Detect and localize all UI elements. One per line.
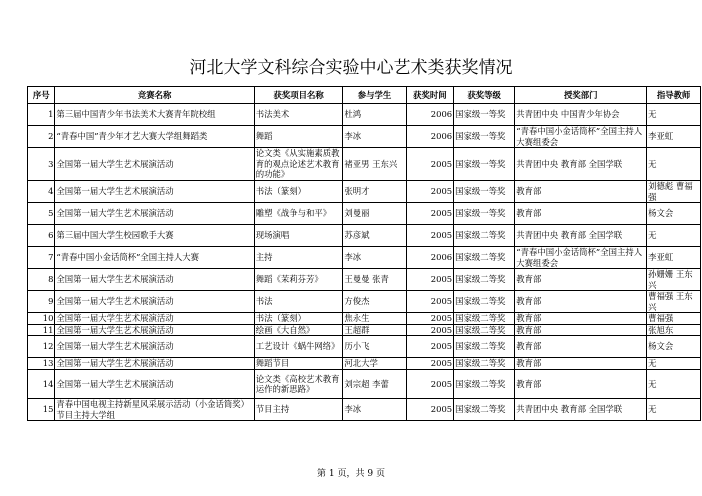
cell-level: 国家级二等奖 [454,336,515,358]
cell-teacher: 刘德彪 曹福强 [647,181,701,203]
table-row [28,148,701,181]
cell-teacher: 曹福强 王东兴 [647,291,701,313]
cell-teacher: 杨文会 [647,203,701,225]
table-row [28,313,701,325]
column-header-level: 获奖等级 [454,87,515,104]
cell-year: 2005 [406,336,453,358]
cell-teacher: 无 [647,104,701,126]
cell-teacher: 无 [647,358,701,370]
cell-students: 李冰 [343,399,406,421]
cell-students: 李冰 [343,247,406,269]
cell-project: 绘画《大自然》 [254,324,343,336]
cell-index: 2 [28,126,55,148]
cell-project: 雕塑《战争与和平》 [254,203,343,225]
cell-competition: 青春中国电视主持新星风采展示活动（小金话筒奖）节目主持大学组 [55,399,254,421]
cell-level: 国家级二等奖 [454,324,515,336]
cell-year: 2005 [406,291,453,313]
cell-level: 国家级一等奖 [454,203,515,225]
cell-year: 2005 [406,225,453,247]
cell-competition: 第三届中国青少年书法美术大赛青年院校组 [55,104,254,126]
cell-teacher: 张旭东 [647,324,701,336]
cell-project: 论文类《高校艺术教育运作的新思路》 [254,370,343,399]
cell-department: 教育部 [515,291,647,313]
column-header-teacher: 指导教师 [647,87,701,104]
table-row [28,269,701,291]
cell-index: 12 [28,336,55,358]
cell-project: 现场演唱 [254,225,343,247]
cell-competition: 第三届中国大学生校园歌手大赛 [55,225,254,247]
table-row [28,336,701,358]
cell-project: 主持 [254,247,343,269]
cell-department: 教育部 [515,336,647,358]
cell-year: 2005 [406,358,453,370]
column-header-project: 获奖项目名称 [254,87,343,104]
cell-department: “青春中国小金话筒杯”全国主持人大赛组委会 [515,247,647,269]
cell-project: 论文类《从实施素质教育的观点论述艺术教育的功能》 [254,148,343,181]
table-row [28,324,701,336]
cell-level: 国家级二等奖 [454,291,515,313]
cell-competition: 全国第一届大学生艺术展演活动 [55,336,254,358]
table-row [28,181,701,203]
cell-department: 教育部 [515,313,647,325]
cell-students: 刘曼丽 [343,203,406,225]
cell-competition: 全国第一届大学生艺术展演活动 [55,313,254,325]
cell-students: 杜鸿 [343,104,406,126]
cell-teacher: 李亚虹 [647,126,701,148]
cell-project: 书法美术 [254,104,343,126]
cell-department: “青春中国小金话筒杯”全国主持人大赛组委会 [515,126,647,148]
cell-competition: 全国第一届大学生艺术展演活动 [55,148,254,181]
cell-index: 4 [28,181,55,203]
table-row [28,358,701,370]
cell-index: 5 [28,203,55,225]
cell-index: 15 [28,399,55,421]
table-row [28,126,701,148]
cell-department: 共青团中央 教育部 全国学联 [515,399,647,421]
cell-department: 教育部 [515,181,647,203]
cell-index: 11 [28,324,55,336]
cell-index: 7 [28,247,55,269]
cell-competition: 全国第一届大学生艺术展演活动 [55,203,254,225]
table-row [28,399,701,421]
cell-students: 焦永生 [343,313,406,325]
cell-students: 李冰 [343,126,406,148]
cell-department: 教育部 [515,370,647,399]
cell-year: 2006 [406,104,453,126]
cell-teacher: 无 [647,370,701,399]
cell-level: 国家级一等奖 [454,148,515,181]
cell-competition: 全国第一届大学生艺术展演活动 [55,358,254,370]
cell-teacher: 无 [647,399,701,421]
cell-index: 14 [28,370,55,399]
cell-students: 褚亚男 王东兴 [343,148,406,181]
cell-level: 国家级二等奖 [454,370,515,399]
table-row [28,203,701,225]
cell-students: 王超群 [343,324,406,336]
cell-competition: 全国第一届大学生艺术展演活动 [55,269,254,291]
cell-year: 2005 [406,269,453,291]
table-row [28,291,701,313]
cell-index: 8 [28,269,55,291]
cell-year: 2005 [406,370,453,399]
cell-teacher: 杨文会 [647,336,701,358]
cell-competition: 全国第一届大学生艺术展演活动 [55,181,254,203]
cell-department: 共青团中央 中国青少年协会 [515,104,647,126]
cell-project: 工艺设计《蜗牛网络》 [254,336,343,358]
awards-table [27,86,701,421]
cell-department: 教育部 [515,358,647,370]
cell-students: 河北大学 [343,358,406,370]
cell-level: 国家级二等奖 [454,225,515,247]
page-title: 河北大学文科综合实验中心艺术类获奖情况 [189,58,513,78]
cell-year: 2005 [406,148,453,181]
cell-index: 3 [28,148,55,181]
cell-teacher: 曹福强 [647,313,701,325]
cell-project: 舞蹈《茉莉芬芳》 [254,269,343,291]
cell-competition: 全国第一届大学生艺术展演活动 [55,370,254,399]
cell-year: 2005 [406,203,453,225]
cell-competition: “青春中国小金话筒杯”全国主持人大赛 [55,247,254,269]
column-header-students: 参与学生 [343,87,406,104]
cell-project: 节目主持 [254,399,343,421]
column-header-year: 获奖时间 [406,87,453,104]
cell-level: 国家级二等奖 [454,313,515,325]
cell-department: 共青团中央 教育部 全国学联 [515,225,647,247]
cell-year: 2006 [406,247,453,269]
cell-level: 国家级一等奖 [454,181,515,203]
cell-project: 舞蹈 [254,126,343,148]
cell-level: 国家级二等奖 [454,247,515,269]
cell-competition: 全国第一届大学生艺术展演活动 [55,291,254,313]
cell-students: 历小飞 [343,336,406,358]
cell-students: 方俊杰 [343,291,406,313]
column-header-competition: 竞赛名称 [55,87,254,104]
cell-project: 书法（篆刻） [254,181,343,203]
cell-level: 国家级二等奖 [454,358,515,370]
column-header-department: 授奖部门 [515,87,647,104]
table-row [28,225,701,247]
cell-department: 教育部 [515,324,647,336]
cell-students: 张明才 [343,181,406,203]
table-header-row [28,87,701,104]
table-row [28,370,701,399]
cell-level: 国家级二等奖 [454,269,515,291]
cell-project: 书法（篆刻） [254,313,343,325]
cell-year: 2005 [406,313,453,325]
cell-year: 2005 [406,324,453,336]
cell-teacher: 李亚虹 [647,247,701,269]
cell-index: 6 [28,225,55,247]
page-footer: 第 1 页，共 9 页 [317,469,385,479]
cell-project: 舞蹈节目 [254,358,343,370]
cell-department: 教育部 [515,203,647,225]
cell-teacher: 孙姗姗 王东兴 [647,269,701,291]
cell-year: 2006 [406,126,453,148]
cell-level: 国家级一等奖 [454,104,515,126]
cell-teacher: 无 [647,148,701,181]
cell-index: 10 [28,313,55,325]
table-row [28,247,701,269]
cell-students: 刘宗超 李蕾 [343,370,406,399]
cell-year: 2005 [406,399,453,421]
cell-students: 苏彦斌 [343,225,406,247]
cell-level: 国家级二等奖 [454,399,515,421]
cell-level: 国家级一等奖 [454,126,515,148]
cell-competition: 全国第一届大学生艺术展演活动 [55,324,254,336]
cell-index: 13 [28,358,55,370]
cell-teacher: 无 [647,225,701,247]
cell-department: 共青团中央 教育部 全国学联 [515,148,647,181]
column-header-index: 序号 [28,87,55,104]
table-row [28,104,701,126]
cell-index: 9 [28,291,55,313]
cell-project: 书法 [254,291,343,313]
cell-competition: “青春中国”青少年才艺大赛大学组舞蹈类 [55,126,254,148]
cell-students: 王曼曼 张青 [343,269,406,291]
cell-year: 2005 [406,181,453,203]
cell-department: 教育部 [515,269,647,291]
cell-index: 1 [28,104,55,126]
